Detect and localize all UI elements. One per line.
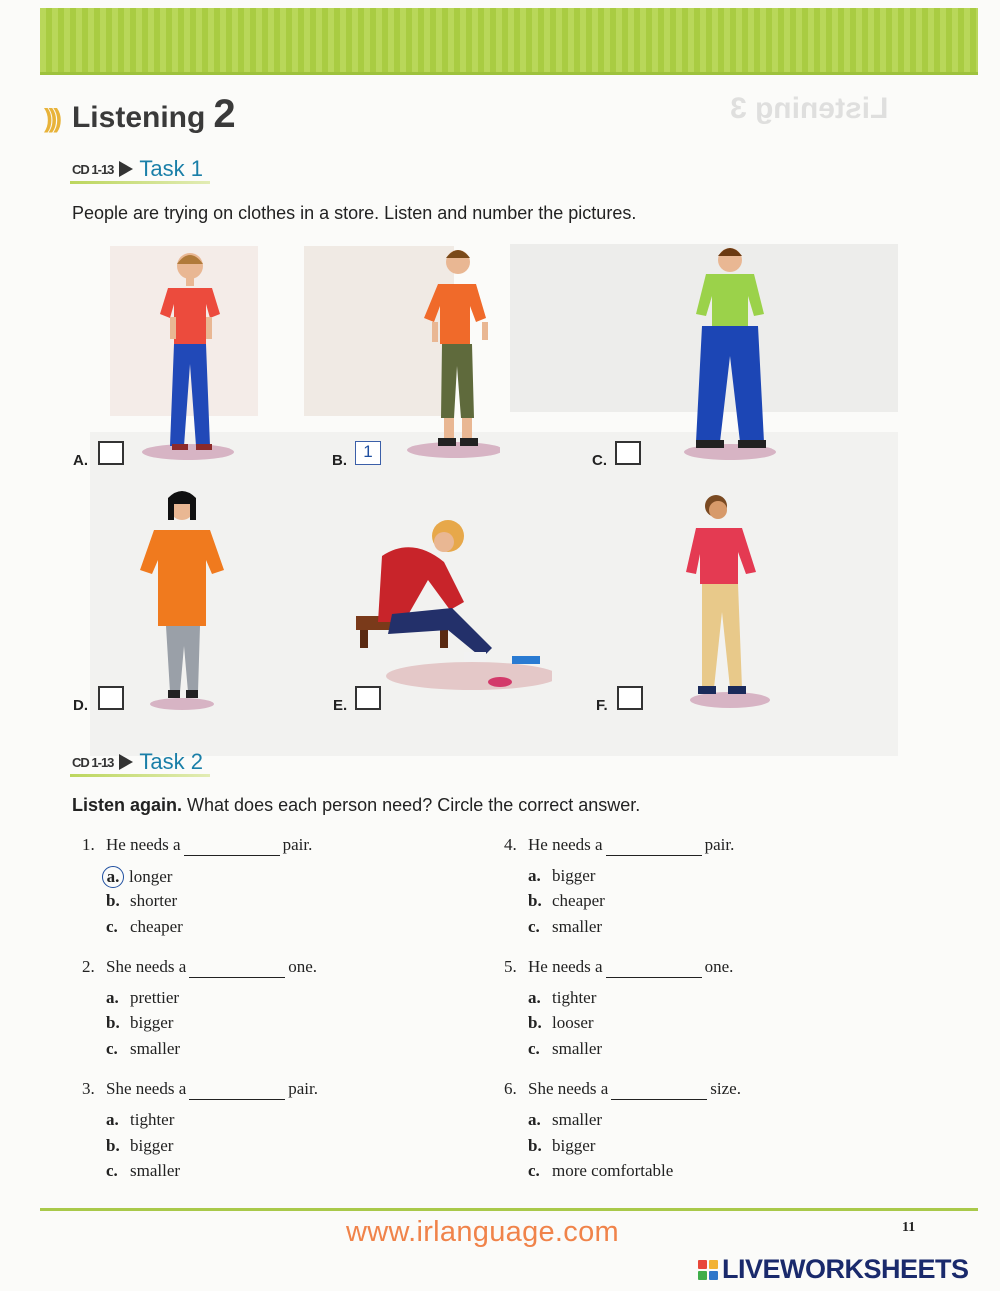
- question-end: pair.: [704, 835, 735, 854]
- figure-c-man-baggy-jeans: [660, 244, 800, 464]
- option-3b[interactable]: [106, 1136, 173, 1156]
- picture-label-e: E.: [333, 697, 348, 714]
- option-4a[interactable]: [528, 866, 595, 886]
- question-number: 3.: [82, 1079, 95, 1098]
- task2-title: Task 2: [139, 749, 204, 774]
- header-band-line: [40, 72, 978, 75]
- picture-label-d: D.: [73, 697, 88, 714]
- question-3: [82, 1079, 318, 1100]
- picture-label-b: B.: [332, 452, 347, 469]
- option-letter: b.: [106, 891, 120, 910]
- liveworksheets-grid-icon: [698, 1260, 718, 1280]
- figure-f-woman-tight-pants: [680, 488, 780, 710]
- option-letter: a.: [528, 988, 541, 1007]
- figure-b-man-short-pants: [300, 244, 500, 464]
- page-number: 11: [902, 1220, 916, 1235]
- option-letter: a.: [106, 1110, 119, 1129]
- option-text: prettier: [130, 988, 180, 1007]
- option-text: tighter: [552, 988, 597, 1007]
- option-5b[interactable]: [528, 1013, 594, 1033]
- option-text: cheaper: [552, 891, 605, 910]
- option-5a[interactable]: [528, 988, 596, 1008]
- answer-blank[interactable]: [606, 835, 702, 856]
- task1-title: Task 1: [139, 156, 204, 181]
- option-text: shorter: [130, 891, 178, 910]
- question-stem: He needs a: [528, 957, 603, 976]
- answer-blank[interactable]: [189, 957, 285, 978]
- option-2b[interactable]: [106, 1013, 173, 1033]
- task2-instruction-rest: What does each person need? Circle the correct answer.: [182, 795, 641, 815]
- option-letter: c.: [106, 1161, 118, 1180]
- question-6: [504, 1079, 741, 1100]
- answer-box-d[interactable]: [98, 686, 124, 710]
- play-arrow-icon: [119, 161, 133, 177]
- option-text: more comfortable: [552, 1161, 674, 1180]
- option-4c[interactable]: [528, 917, 602, 937]
- option-3a[interactable]: [106, 1110, 174, 1130]
- answer-blank[interactable]: [189, 1079, 285, 1100]
- question-end: size.: [710, 1079, 741, 1098]
- task2-underline: [70, 774, 210, 777]
- option-text: smaller: [552, 1110, 603, 1129]
- figure-e-woman-trying-shoes: [352, 506, 552, 696]
- task1-label: [72, 156, 203, 182]
- option-text: bigger: [552, 866, 596, 885]
- header-band: [40, 8, 978, 72]
- option-text: longer: [129, 867, 173, 886]
- answer-box-a[interactable]: [98, 441, 124, 465]
- question-end: pair.: [288, 1079, 319, 1098]
- question-stem: She needs a: [528, 1079, 609, 1098]
- cd-track-label: CD 1-13: [72, 161, 114, 177]
- option-letter: c.: [106, 1039, 118, 1058]
- option-letter: c.: [106, 917, 118, 936]
- picture-label-a: A.: [73, 452, 88, 469]
- option-2a[interactable]: [106, 988, 179, 1008]
- option-text: smaller: [552, 1039, 603, 1058]
- option-letter: b.: [106, 1136, 120, 1155]
- option-letter: b.: [528, 1013, 542, 1032]
- option-letter: a.: [528, 1110, 541, 1129]
- option-1a[interactable]: [106, 866, 172, 888]
- task2-instruction: [72, 795, 640, 816]
- question-stem: He needs a: [528, 835, 603, 854]
- question-4: [504, 835, 734, 856]
- task1-instruction: People are trying on clothes in a store. Listen and number the pictures.: [72, 203, 637, 223]
- option-text: looser: [552, 1013, 594, 1032]
- footer-line: [40, 1208, 978, 1211]
- option-text: smaller: [552, 917, 603, 936]
- question-number: 6.: [504, 1079, 517, 1098]
- section-heading: [44, 92, 236, 137]
- website-watermark: www.irlanguage.com: [346, 1216, 619, 1248]
- option-text: tighter: [130, 1110, 175, 1129]
- liveworksheets-brand: LIVEWORKSHEETS: [722, 1254, 969, 1284]
- task1-underline: [70, 181, 210, 184]
- option-1b[interactable]: [106, 891, 177, 911]
- picture-label-c: C.: [592, 452, 607, 469]
- answer-box-e[interactable]: [355, 686, 381, 710]
- question-stem: She needs a: [106, 957, 187, 976]
- section-number: 2: [213, 92, 236, 136]
- bleed-through-text: Listening 3: [730, 92, 889, 125]
- option-3c[interactable]: [106, 1161, 180, 1181]
- answer-box-f[interactable]: [617, 686, 643, 710]
- option-letter: a.: [528, 866, 541, 885]
- question-number: 2.: [82, 957, 95, 976]
- question-5: [504, 957, 733, 978]
- section-title: Listening: [71, 101, 206, 134]
- question-1: [82, 835, 312, 856]
- option-letter: c.: [528, 1161, 540, 1180]
- option-4b[interactable]: [528, 891, 605, 911]
- question-number: 1.: [82, 835, 95, 854]
- option-text: cheaper: [130, 917, 183, 936]
- option-letter: b.: [528, 891, 542, 910]
- question-end: one.: [704, 957, 734, 976]
- question-number: 5.: [504, 957, 517, 976]
- figure-d-woman-big-shirt: [130, 490, 240, 712]
- circled-answer-marker: a.: [102, 866, 124, 888]
- answer-blank[interactable]: [611, 1079, 707, 1100]
- option-6c[interactable]: [528, 1161, 673, 1181]
- answer-blank[interactable]: [184, 835, 280, 856]
- option-5c[interactable]: [528, 1039, 602, 1059]
- option-2c[interactable]: [106, 1039, 180, 1059]
- option-text: bigger: [130, 1013, 174, 1032]
- question-end: pair.: [282, 835, 313, 854]
- answer-box-c[interactable]: [615, 441, 641, 465]
- option-letter: b.: [106, 1013, 120, 1032]
- cd-track-label: CD 1-13: [72, 754, 114, 770]
- option-6b[interactable]: [528, 1136, 595, 1156]
- option-text: smaller: [130, 1161, 181, 1180]
- question-stem: She needs a: [106, 1079, 187, 1098]
- option-letter: a.: [106, 988, 119, 1007]
- figure-a-man-long-jeans: [110, 244, 260, 464]
- play-arrow-icon: [119, 754, 133, 770]
- question-number: 4.: [504, 835, 517, 854]
- task2-label: [72, 749, 203, 775]
- option-6a[interactable]: [528, 1110, 602, 1130]
- option-text: bigger: [130, 1136, 174, 1155]
- option-text: bigger: [552, 1136, 596, 1155]
- option-letter: c.: [528, 1039, 540, 1058]
- answer-box-b[interactable]: 1: [355, 441, 381, 465]
- answer-blank[interactable]: [606, 957, 702, 978]
- task2-instruction-bold: Listen again.: [72, 795, 183, 815]
- sound-waves-icon: ))): [44, 103, 58, 133]
- liveworksheets-logo: [698, 1254, 969, 1285]
- question-end: one.: [288, 957, 318, 976]
- question-2: [82, 957, 317, 978]
- picture-label-f: F.: [596, 697, 608, 714]
- question-stem: He needs a: [106, 835, 181, 854]
- option-1c[interactable]: [106, 917, 183, 937]
- option-text: smaller: [130, 1039, 181, 1058]
- option-letter: c.: [528, 917, 540, 936]
- option-letter: b.: [528, 1136, 542, 1155]
